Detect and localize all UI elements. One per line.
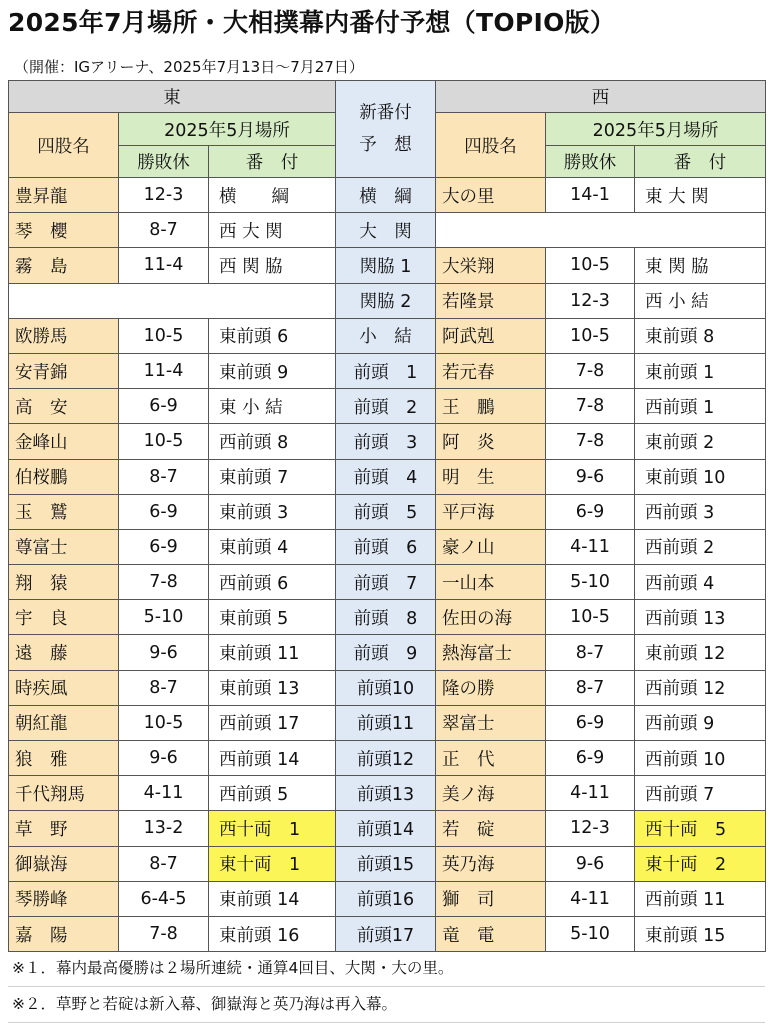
- west-record: 7-8: [546, 424, 635, 459]
- west-shikona: 阿 炎: [436, 424, 546, 459]
- east-record: 6-9: [119, 494, 209, 529]
- west-record: 8-7: [546, 670, 635, 705]
- west-prev-rank: 西前頭 2: [635, 529, 766, 564]
- west-empty: [436, 213, 766, 248]
- west-prev-rank: 西前頭 12: [635, 670, 766, 705]
- east-prev-rank: 東前頭 7: [209, 459, 336, 494]
- new-rank: 前頭11: [336, 705, 436, 740]
- west-prev-rank: 東 関 脇: [635, 248, 766, 283]
- table-row: [9, 881, 766, 916]
- new-rank: 前頭16: [336, 881, 436, 916]
- west-record: 4-11: [546, 776, 635, 811]
- west-prev-rank: 東前頭 2: [635, 424, 766, 459]
- east-rank-header: 番 付: [209, 146, 336, 178]
- east-shikona: 草 野: [9, 811, 119, 846]
- table-row: [9, 213, 766, 248]
- new-rank: 前頭10: [336, 670, 436, 705]
- east-shikona: 時疾風: [9, 670, 119, 705]
- east-prev-rank: 東前頭 6: [209, 318, 336, 353]
- new-rank: 前頭12: [336, 741, 436, 776]
- west-record: 8-7: [546, 635, 635, 670]
- west-prev-rank: 西前頭 13: [635, 600, 766, 635]
- east-empty: [9, 283, 336, 318]
- west-prev-rank: 西前頭 10: [635, 741, 766, 776]
- east-prev-rank: 東前頭 11: [209, 635, 336, 670]
- west-prev-rank: 東前頭 10: [635, 459, 766, 494]
- east-shikona-header: 四股名: [9, 113, 119, 178]
- west-prev-rank: 西 小 結: [635, 283, 766, 318]
- note-1: ※１．幕内最高優勝は２場所連続・通算4回目、大関・大の里。: [8, 951, 765, 987]
- west-record: 4-11: [546, 529, 635, 564]
- east-record: 9-6: [119, 635, 209, 670]
- table-row: [9, 424, 766, 459]
- east-record-header: 勝敗休: [119, 146, 209, 178]
- table-row: [9, 248, 766, 283]
- west-prev-rank: 東前頭 8: [635, 318, 766, 353]
- west-rank-header: 番 付: [635, 146, 766, 178]
- east-record: 4-11: [119, 776, 209, 811]
- east-record: 8-7: [119, 846, 209, 881]
- table-row: [9, 811, 766, 846]
- west-prev-rank: 西前頭 11: [635, 881, 766, 916]
- west-shikona: 竜 電: [436, 916, 546, 951]
- west-shikona: 正 代: [436, 741, 546, 776]
- west-record: 10-5: [546, 318, 635, 353]
- east-shikona: 嘉 陽: [9, 916, 119, 951]
- east-shikona: 金峰山: [9, 424, 119, 459]
- west-shikona: 明 生: [436, 459, 546, 494]
- west-shikona: 阿武剋: [436, 318, 546, 353]
- east-shikona: 御嶽海: [9, 846, 119, 881]
- west-shikona: 平戸海: [436, 494, 546, 529]
- table-row: [9, 178, 766, 213]
- table-row: [9, 353, 766, 388]
- west-shikona: 一山本: [436, 565, 546, 600]
- new-rank: 前頭 6: [336, 529, 436, 564]
- table-row: [9, 283, 766, 318]
- table-row: [9, 916, 766, 951]
- east-shikona: 翔 猿: [9, 565, 119, 600]
- west-record: 9-6: [546, 846, 635, 881]
- west-shikona: 若 碇: [436, 811, 546, 846]
- east-shikona: 遠 藤: [9, 635, 119, 670]
- west-record-header: 勝敗休: [546, 146, 635, 178]
- new-rank: 大 関: [336, 213, 436, 248]
- west-prev-rank: 東 大 関: [635, 178, 766, 213]
- east-record: 10-5: [119, 318, 209, 353]
- east-shikona: 伯桜鵬: [9, 459, 119, 494]
- east-record: 7-8: [119, 916, 209, 951]
- notes: [8, 951, 765, 1023]
- west-header: 西: [436, 81, 766, 113]
- east-shikona: 宇 良: [9, 600, 119, 635]
- west-shikona-header: 四股名: [436, 113, 546, 178]
- west-shikona: 王 鵬: [436, 389, 546, 424]
- new-banzuke-header: [336, 81, 436, 178]
- west-shikona: 隆の勝: [436, 670, 546, 705]
- east-shikona: 欧勝馬: [9, 318, 119, 353]
- west-prev-rank: 西十両 5: [635, 811, 766, 846]
- west-shikona: 英乃海: [436, 846, 546, 881]
- west-shikona: 熱海富士: [436, 635, 546, 670]
- east-record: 12-3: [119, 178, 209, 213]
- east-prev-rank: 西十両 1: [209, 811, 336, 846]
- east-prev-rank: 西 関 脇: [209, 248, 336, 283]
- west-record: 10-5: [546, 248, 635, 283]
- east-prev-rank: 東十両 1: [209, 846, 336, 881]
- east-record: 10-5: [119, 705, 209, 740]
- east-prev-rank: 東前頭 4: [209, 529, 336, 564]
- west-prev-rank: 西前頭 1: [635, 389, 766, 424]
- west-may-basho-header: 2025年5月場所: [546, 113, 766, 146]
- banzuke-table: [8, 80, 766, 952]
- east-record: 5-10: [119, 600, 209, 635]
- east-prev-rank: 西前頭 5: [209, 776, 336, 811]
- new-rank: 関脇 2: [336, 283, 436, 318]
- west-record: 9-6: [546, 459, 635, 494]
- new-rank: 前頭 8: [336, 600, 436, 635]
- table-row: [9, 670, 766, 705]
- new-rank: 前頭 2: [336, 389, 436, 424]
- new-rank: 関脇 1: [336, 248, 436, 283]
- east-record: 8-7: [119, 670, 209, 705]
- table-row: [9, 705, 766, 740]
- east-record: 6-9: [119, 389, 209, 424]
- west-shikona: 獅 司: [436, 881, 546, 916]
- east-shikona: 琴勝峰: [9, 881, 119, 916]
- table-row: [9, 318, 766, 353]
- page-subtitle: （開催：IGアリーナ、2025年7月13日〜7月27日）: [14, 58, 364, 76]
- west-shikona: 大の里: [436, 178, 546, 213]
- east-shikona: 琴 櫻: [9, 213, 119, 248]
- east-shikona: 豊昇龍: [9, 178, 119, 213]
- new-banzuke-header-label: 新番付 予 想: [359, 103, 412, 155]
- new-rank: 前頭14: [336, 811, 436, 846]
- west-prev-rank: 西前頭 9: [635, 705, 766, 740]
- table-row: [9, 494, 766, 529]
- east-shikona: 狼 雅: [9, 741, 119, 776]
- west-record: 5-10: [546, 916, 635, 951]
- east-record: 10-5: [119, 424, 209, 459]
- east-shikona: 霧 島: [9, 248, 119, 283]
- west-prev-rank: 東十両 2: [635, 846, 766, 881]
- new-rank: 前頭 5: [336, 494, 436, 529]
- table-row: [9, 635, 766, 670]
- east-prev-rank: 東前頭 3: [209, 494, 336, 529]
- new-rank: 前頭 1: [336, 353, 436, 388]
- new-rank: 小 結: [336, 318, 436, 353]
- new-rank: 前頭 3: [336, 424, 436, 459]
- new-rank: 横 綱: [336, 178, 436, 213]
- new-rank: 前頭15: [336, 846, 436, 881]
- east-header: 東: [9, 81, 336, 113]
- west-record: 4-11: [546, 881, 635, 916]
- west-prev-rank: 東前頭 1: [635, 353, 766, 388]
- east-record: 6-4-5: [119, 881, 209, 916]
- west-shikona: 大栄翔: [436, 248, 546, 283]
- east-shikona: 尊富士: [9, 529, 119, 564]
- east-prev-rank: 西前頭 17: [209, 705, 336, 740]
- table-row: [9, 389, 766, 424]
- east-record: 11-4: [119, 248, 209, 283]
- east-prev-rank: 西前頭 8: [209, 424, 336, 459]
- east-record: 9-6: [119, 741, 209, 776]
- east-record: 8-7: [119, 459, 209, 494]
- west-record: 7-8: [546, 389, 635, 424]
- east-prev-rank: 東 小 結: [209, 389, 336, 424]
- west-record: 5-10: [546, 565, 635, 600]
- new-rank: 前頭 9: [336, 635, 436, 670]
- new-rank: 前頭13: [336, 776, 436, 811]
- east-shikona: 千代翔馬: [9, 776, 119, 811]
- west-prev-rank: 西前頭 4: [635, 565, 766, 600]
- table-row: [9, 846, 766, 881]
- west-shikona: 若元春: [436, 353, 546, 388]
- east-prev-rank: 西 大 関: [209, 213, 336, 248]
- east-may-basho-header: 2025年5月場所: [119, 113, 336, 146]
- page-title: 2025年7月場所・大相撲幕内番付予想（TOPIO版）: [8, 8, 616, 37]
- east-shikona: 玉 鷲: [9, 494, 119, 529]
- note-2: ※２．草野と若碇は新入幕、御嶽海と英乃海は再入幕。: [8, 987, 765, 1023]
- west-record: 10-5: [546, 600, 635, 635]
- west-record: 6-9: [546, 741, 635, 776]
- table-row: [9, 776, 766, 811]
- east-prev-rank: 東前頭 5: [209, 600, 336, 635]
- west-shikona: 若隆景: [436, 283, 546, 318]
- east-prev-rank: 西前頭 6: [209, 565, 336, 600]
- new-rank: 前頭 4: [336, 459, 436, 494]
- table-row: [9, 600, 766, 635]
- east-shikona: 安青錦: [9, 353, 119, 388]
- west-prev-rank: 東前頭 15: [635, 916, 766, 951]
- west-shikona: 佐田の海: [436, 600, 546, 635]
- west-shikona: 翠富士: [436, 705, 546, 740]
- east-record: 11-4: [119, 353, 209, 388]
- east-prev-rank: 横 綱: [209, 178, 336, 213]
- west-record: 14-1: [546, 178, 635, 213]
- table-row: [9, 529, 766, 564]
- east-record: 7-8: [119, 565, 209, 600]
- west-record: 6-9: [546, 494, 635, 529]
- new-rank: 前頭17: [336, 916, 436, 951]
- east-record: 6-9: [119, 529, 209, 564]
- west-prev-rank: 東前頭 12: [635, 635, 766, 670]
- west-shikona: 美ノ海: [436, 776, 546, 811]
- west-prev-rank: 西前頭 3: [635, 494, 766, 529]
- east-shikona: 朝紅龍: [9, 705, 119, 740]
- table-row: [9, 565, 766, 600]
- west-record: 12-3: [546, 811, 635, 846]
- east-prev-rank: 東前頭 16: [209, 916, 336, 951]
- east-record: 8-7: [119, 213, 209, 248]
- west-record: 7-8: [546, 353, 635, 388]
- east-prev-rank: 東前頭 13: [209, 670, 336, 705]
- east-prev-rank: 東前頭 14: [209, 881, 336, 916]
- table-row: [9, 741, 766, 776]
- west-shikona: 豪ノ山: [436, 529, 546, 564]
- new-rank: 前頭 7: [336, 565, 436, 600]
- table-row: [9, 459, 766, 494]
- east-shikona: 高 安: [9, 389, 119, 424]
- west-record: 12-3: [546, 283, 635, 318]
- west-record: 6-9: [546, 705, 635, 740]
- east-prev-rank: 西前頭 14: [209, 741, 336, 776]
- east-record: 13-2: [119, 811, 209, 846]
- west-prev-rank: 西前頭 7: [635, 776, 766, 811]
- east-prev-rank: 東前頭 9: [209, 353, 336, 388]
